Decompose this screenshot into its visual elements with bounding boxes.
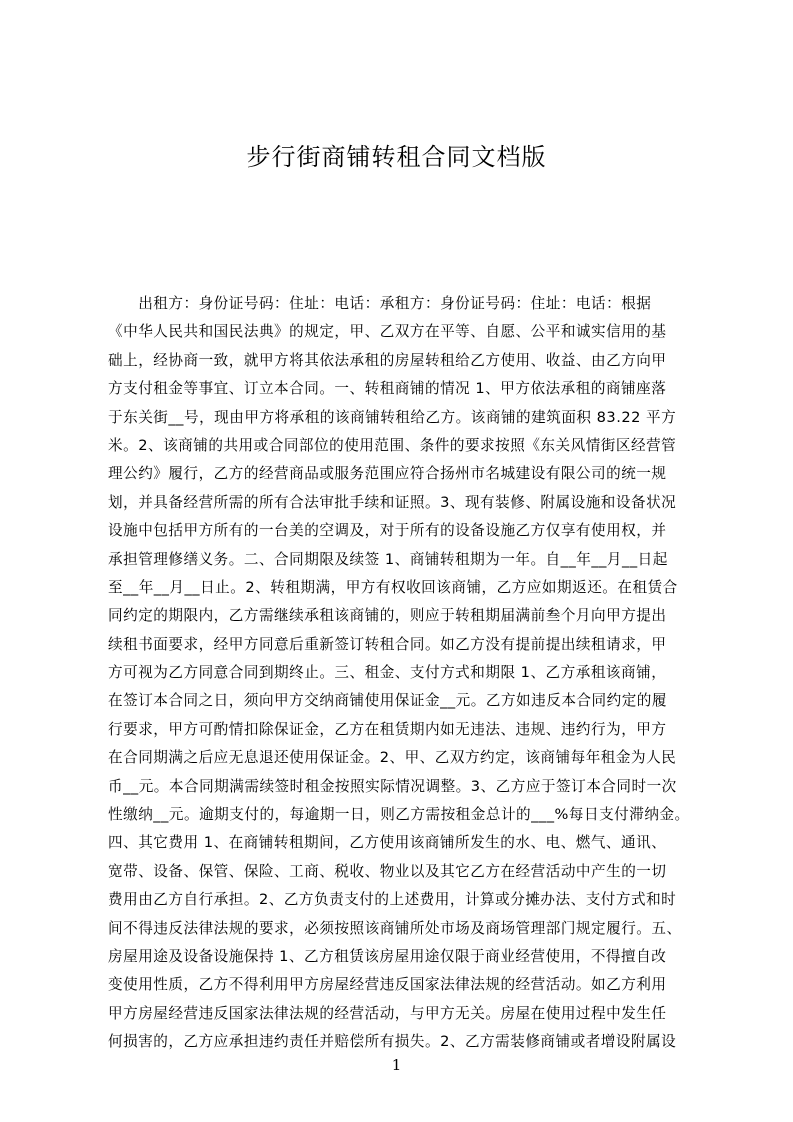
body-line: 何损害的，乙方应承担违约责任并赔偿所有损失。2、乙方需装修商铺或者增设附属设: [108, 1033, 677, 1051]
body-line: 甲方房屋经营违反国家法律法规的经营活动，与甲方无关。房屋在使用过程中发生任: [108, 1004, 667, 1022]
body-line: 承担管理修缮义务。二、合同期限及续签 1、商铺转租期为一年。自__年__月__日起: [108, 550, 668, 568]
body-line: 理公约》履行，乙方的经营商品或服务范围应符合扬州市名城建设有限公司的统一规: [108, 465, 667, 483]
body-line: 同约定的期限内，乙方需继续承租该商铺的，则应于转租期届满前叁个月向甲方提出: [108, 607, 667, 625]
page-number: 1: [391, 1056, 402, 1074]
body-line: 性缴纳__元。逾期支付的，每逾期一日，则乙方需按租金总计的___%每日支付滞纳金。: [108, 806, 690, 824]
body-line: 《中华人民共和国民法典》的规定，甲、乙双方在平等、自愿、公平和诚实信用的基: [108, 323, 667, 341]
body-line: 变使用性质，乙方不得利用甲方房屋经营违反国家法律法规的经营活动。如乙方利用: [108, 976, 667, 994]
body-line: 米。2、该商铺的共用或合同部位的使用范围、条件的要求按照《东关风情街区经营管: [108, 436, 677, 454]
document-body: [108, 290, 698, 1057]
body-line: 在合同期满之后应无息退还使用保证金。2、甲、乙双方约定，该商铺每年租金为人民: [108, 749, 677, 767]
body-line: 设施中包括甲方所有的一台美的空调及，对于所有的设备设施乙方仅享有使用权，并: [108, 522, 667, 540]
body-line: 础上，经协商一致，就甲方将其依法承租的房屋转租给乙方使用、收益、由乙方向甲: [108, 351, 667, 369]
body-line: 币__元。本合同期满需续签时租金按照实际情况调整。3、乙方应于签订本合同时一次: [108, 777, 677, 795]
body-line: 在签订本合同之日，须向甲方交纳商铺使用保证金__元。乙方如违反本合同约定的履: [108, 692, 667, 710]
body-line: 于东关街__号，现由甲方将承租的该商铺转租给乙方。该商铺的建筑面积 83.22 平方: [108, 408, 677, 426]
body-line: 方支付租金等事宜、订立本合同。一、转租商铺的情况 1、甲方依法承租的商铺座落: [108, 380, 667, 398]
body-line: 方可视为乙方同意合同到期终止。三、租金、支付方式和期限 1、乙方承租该商铺，: [108, 664, 667, 682]
body-line: 行要求，甲方可酌情扣除保证金，乙方在租赁期内如无违法、违规、违约行为，甲方: [108, 720, 667, 738]
body-line: 出租方：身份证号码：住址：电话：承租方：身份证号码：住址：电话：根据: [108, 295, 652, 312]
body-line: 房屋用途及设备设施保持 1、乙方租赁该房屋用途仅限于商业经营使用，不得擅自改: [108, 947, 667, 965]
document-title: 步行街商铺转租合同文档版: [246, 143, 547, 171]
body-line: 费用由乙方自行承担。2、乙方负责支付的上述费用，计算或分摊办法、支付方式和时: [108, 891, 677, 909]
body-line: 四、其它费用 1、在商铺转租期间，乙方使用该商铺所发生的水、电、燃气、通讯、: [108, 834, 667, 852]
body-line: 间不得违反法律法规的要求，必须按照该商铺所处市场及商场管理部门规定履行。五、: [108, 919, 682, 937]
body-line: 续租书面要求，经甲方同意后重新签订转租合同。如乙方没有提前提出续租请求，甲: [108, 635, 667, 653]
body-line: 宽带、设备、保管、保险、工商、税收、物业以及其它乙方在经营活动中产生的一切: [108, 862, 667, 880]
body-line: 至__年__月__日止。2、转租期满，甲方有权收回该商铺，乙方应如期返还。在租赁合: [108, 578, 678, 596]
body-line: 划，并具备经营所需的所有合法审批手续和证照。3、现有装修、附属设施和设备状况: [108, 493, 677, 511]
